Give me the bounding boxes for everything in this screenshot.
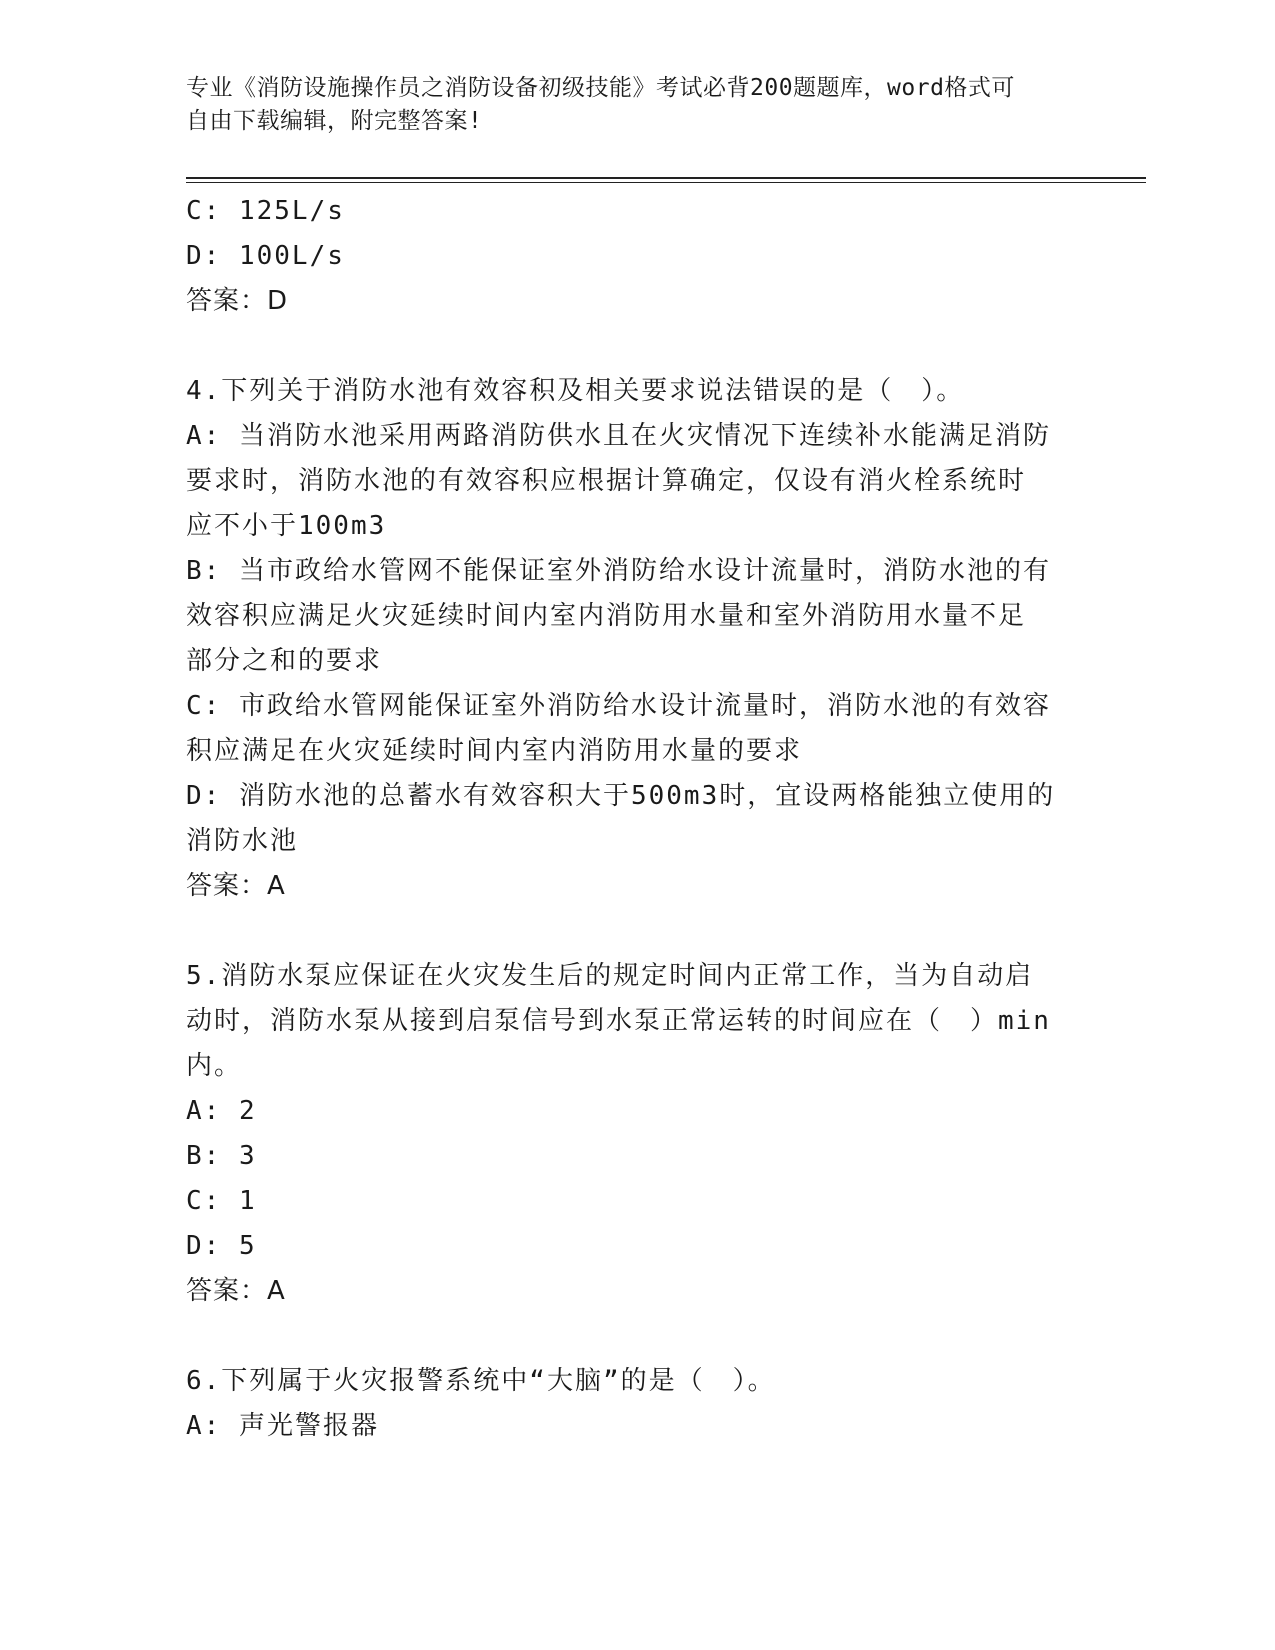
option-d-line-1: D: 消防水池的总蓄水有效容积大于500m3时，宜设两格能独立使用的	[186, 781, 1056, 811]
question-list	[186, 189, 1086, 1449]
header-line-1: 专业《消防设施操作员之消防设备初级技能》考试必背200题题库，word格式可	[186, 75, 1015, 101]
option-c-line-1: C: 市政给水管网能保证室外消防给水设计流量时，消防水池的有效容	[186, 691, 1051, 721]
spacer	[186, 909, 1086, 954]
option-d: D: 5	[186, 1231, 257, 1261]
spacer	[186, 324, 1086, 369]
document-header	[186, 72, 1066, 138]
option-a: A: 声光警报器	[186, 1411, 379, 1441]
question-stem: 4.下列关于消防水池有效容积及相关要求说法错误的是（ ）。	[186, 376, 965, 406]
option-b-line-1: B: 当市政给水管网不能保证室外消防给水设计流量时，消防水池的有	[186, 556, 1051, 586]
question-stem-line-3: 内。	[186, 1051, 243, 1081]
option-b: B: 3	[186, 1141, 257, 1171]
header-divider-thin	[186, 182, 1146, 183]
option-c: C: 1	[186, 1186, 257, 1216]
answer: 答案：A	[186, 871, 286, 901]
option-b-line-2: 效容积应满足火灾延续时间内室内消防用水量和室外消防用水量不足	[186, 601, 1027, 631]
option-a-line-1: A: 当消防水池采用两路消防供水且在火灾情况下连续补水能满足消防	[186, 421, 1051, 451]
header-line-2: 自由下载编辑，附完整答案!	[186, 108, 483, 134]
option-a: A: 2	[186, 1096, 257, 1126]
question-stem-line-2: 动时，消防水泵从接到启泵信号到水泵正常运转的时间应在（ ）min	[186, 1006, 1051, 1036]
question-6	[186, 1359, 1086, 1449]
option-a-line-2: 要求时，消防水池的有效容积应根据计算确定，仅设有消火栓系统时	[186, 466, 1027, 496]
question-5	[186, 954, 1086, 1314]
option-c-line-2: 积应满足在火灾延续时间内室内消防用水量的要求	[186, 736, 803, 766]
option-b-line-3: 部分之和的要求	[186, 646, 383, 676]
option-a-line-3: 应不小于100m3	[186, 511, 387, 541]
spacer	[186, 1314, 1086, 1359]
question-3-tail	[186, 189, 1086, 324]
question-4	[186, 369, 1086, 909]
option-d: D: 100L/s	[186, 241, 345, 271]
question-stem-line-1: 5.消防水泵应保证在火灾发生后的规定时间内正常工作，当为自动启	[186, 961, 1034, 991]
answer: 答案：A	[186, 1276, 286, 1306]
question-stem: 6.下列属于火灾报警系统中“大脑”的是（ ）。	[186, 1366, 776, 1396]
option-d-line-2: 消防水池	[186, 826, 299, 856]
option-c: C: 125L/s	[186, 196, 345, 226]
header-divider-thick	[186, 177, 1146, 179]
answer: 答案：D	[186, 286, 289, 316]
